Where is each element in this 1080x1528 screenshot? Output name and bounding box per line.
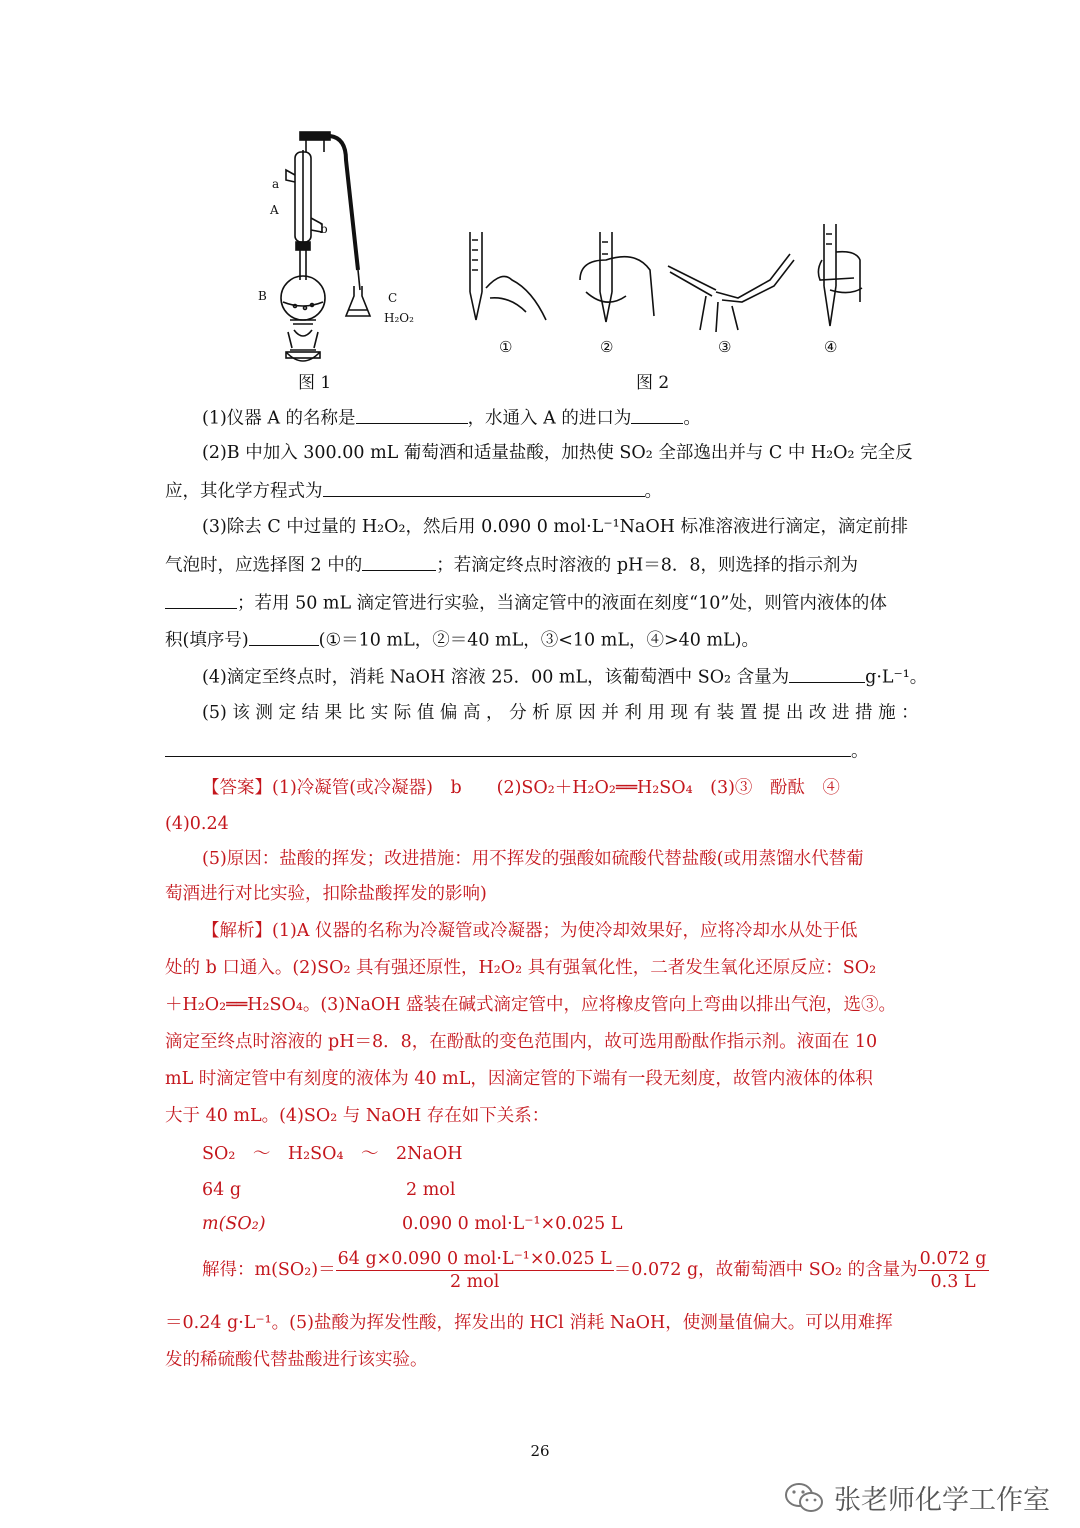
apparatus-diagram bbox=[250, 120, 870, 395]
relation-row-2: 64 g 2 mol bbox=[202, 1180, 456, 1200]
fraction-2: $\frac{0.072 g}{0.3 L}$ bbox=[919, 1249, 987, 1292]
answer-blank bbox=[356, 405, 468, 424]
watermark bbox=[784, 1478, 1050, 1517]
fig2-item-1: ① bbox=[499, 338, 513, 356]
answer-line-1: 【答案】(1)冷凝管(或冷凝器) b (2)SO₂＋H₂O₂══H₂SO₄ (3)③ 酚酞 ④ bbox=[202, 778, 840, 798]
answer-line-2: (4)0.24 bbox=[165, 814, 229, 834]
question-3-line-4: 积(填序号) (①＝10 mL，②＝40 mL，③<10 mL，④>40 mL)。 bbox=[165, 627, 921, 653]
question-4: (4)滴定至终点时，消耗 NaOH 溶液 25．00 mL，该葡萄酒中 SO₂ 含量为 g·L⁻¹。 bbox=[202, 664, 921, 690]
fig2-item-2: ② bbox=[600, 338, 614, 356]
label-a: a bbox=[272, 177, 280, 191]
label-h2o2: H₂O₂ bbox=[384, 311, 414, 325]
answer-blank bbox=[631, 405, 683, 424]
analysis-line-7: ＝0.24 g·L⁻¹。(5)盐酸为挥发性酸，挥发出的 HCl 消耗 NaOH，使测量值偏大。可以用难挥 bbox=[165, 1313, 893, 1333]
answer-line-3: (5)原因：盐酸的挥发；改进措施：用不挥发的强酸如硫酸代替盐酸(或用蒸馏水代替葡 bbox=[202, 849, 864, 869]
relation-row-3: m(SO₂) 0.090 0 mol·L⁻¹×0.025 L bbox=[202, 1214, 623, 1234]
label-b: b bbox=[320, 222, 328, 236]
question-3-line-1: (3)除去 C 中过量的 H₂O₂，然后用 0.090 0 mol·L⁻¹NaOH 标准溶液进行滴定，滴定前排 bbox=[202, 517, 909, 537]
analysis-line-6: 大于 40 mL。(4)SO₂ 与 NaOH 存在如下关系： bbox=[165, 1106, 550, 1126]
page-number: 26 bbox=[530, 1442, 550, 1460]
analysis-line-8: 发的稀硫酸代替盐酸进行该实验。 bbox=[165, 1350, 428, 1370]
solution-line: 解得：m(SO₂)＝ $\frac{\text{64 g×0.090 0 mol·L⁻¹×0.025 L}}{\text{2 mol}}$ ＝0.072 g，故葡萄酒中 SO₂ 的含量为 $\frac{0.072 g}{0.3 L}$ bbox=[202, 1249, 987, 1292]
answer-blank bbox=[362, 552, 436, 571]
question-2-line-2: 应，其化学方程式为 。 bbox=[165, 478, 921, 504]
fig2-item-3: ③ bbox=[718, 338, 732, 356]
answer-blank bbox=[165, 590, 237, 609]
answer-line-4: 萄酒进行对比实验，扣除盐酸挥发的影响) bbox=[165, 884, 487, 904]
fig2-item-4: ④ bbox=[824, 338, 838, 356]
answer-blank bbox=[789, 664, 865, 683]
question-5: (5) 该 测 定 结 果 比 实 际 值 偏 高 ， 分 析 原 因 并 利 用 现 有 装 置 提 出 改 进 措 施 ： bbox=[202, 703, 919, 723]
question-5-blank-line: 。 bbox=[165, 738, 921, 764]
label-A: A bbox=[270, 203, 279, 217]
fraction-1: $\frac{\text{64 g×0.090 0 mol·L⁻¹×0.025 L}}{\text{2 mol}}$ bbox=[337, 1249, 612, 1292]
question-3-line-2: 气泡时，应选择图 2 中的 ；若滴定终点时溶液的 pH＝8．8，则选择的指示剂为 bbox=[165, 552, 921, 578]
analysis-line-5: mL 时滴定管中有刻度的液体为 40 mL，因滴定管的下端有一段无刻度，故管内液体的体积 bbox=[165, 1069, 873, 1089]
analysis-line-4: 滴定至终点时溶液的 pH＝8．8，在酚酞的变色范围内，故可选用酚酞作指示剂。液面在 10 bbox=[165, 1032, 878, 1052]
question-2-line-1: (2)B 中加入 300.00 mL 葡萄酒和适量盐酸，加热使 SO₂ 全部逸出并与 C 中 H₂O₂ 完全反 bbox=[202, 443, 913, 463]
label-C: C bbox=[388, 291, 398, 305]
analysis-line-2: 处的 b 口通入。(2)SO₂ 具有强还原性，H₂O₂ 具有强氧化性，二者发生氧化还原反应：SO₂ bbox=[165, 958, 877, 978]
analysis-line-3: ＋H₂O₂══H₂SO₄。(3)NaOH 盛装在碱式滴定管中，应将橡皮管向上弯曲以排出气泡，选③。 bbox=[165, 995, 897, 1015]
answer-blank bbox=[323, 478, 645, 497]
watermark-text: 张老师化学工作室 bbox=[834, 1485, 1050, 1516]
question-3-line-3: ；若用 50 mL 滴定管进行实验，当滴定管中的液面在刻度“10”处，则管内液体的体 bbox=[165, 590, 921, 616]
answer-blank bbox=[249, 627, 319, 646]
fig1-caption: 图 1 bbox=[298, 373, 332, 393]
relation-row-1: SO₂ ～ H₂SO₄ ～ 2NaOH bbox=[202, 1144, 463, 1164]
wechat-icon bbox=[784, 1481, 824, 1515]
figure-area bbox=[250, 120, 870, 395]
answer-blank bbox=[165, 738, 851, 757]
question-1: (1)仪器 A 的名称是 ，水通入 A 的进口为 。 bbox=[202, 405, 921, 431]
label-B: B bbox=[258, 289, 267, 303]
analysis-line-1: 【解析】(1)A 仪器的名称为冷凝管或冷凝器；为使冷却效果好，应将冷却水从处于低 bbox=[202, 921, 858, 941]
fig2-caption: 图 2 bbox=[636, 373, 670, 393]
